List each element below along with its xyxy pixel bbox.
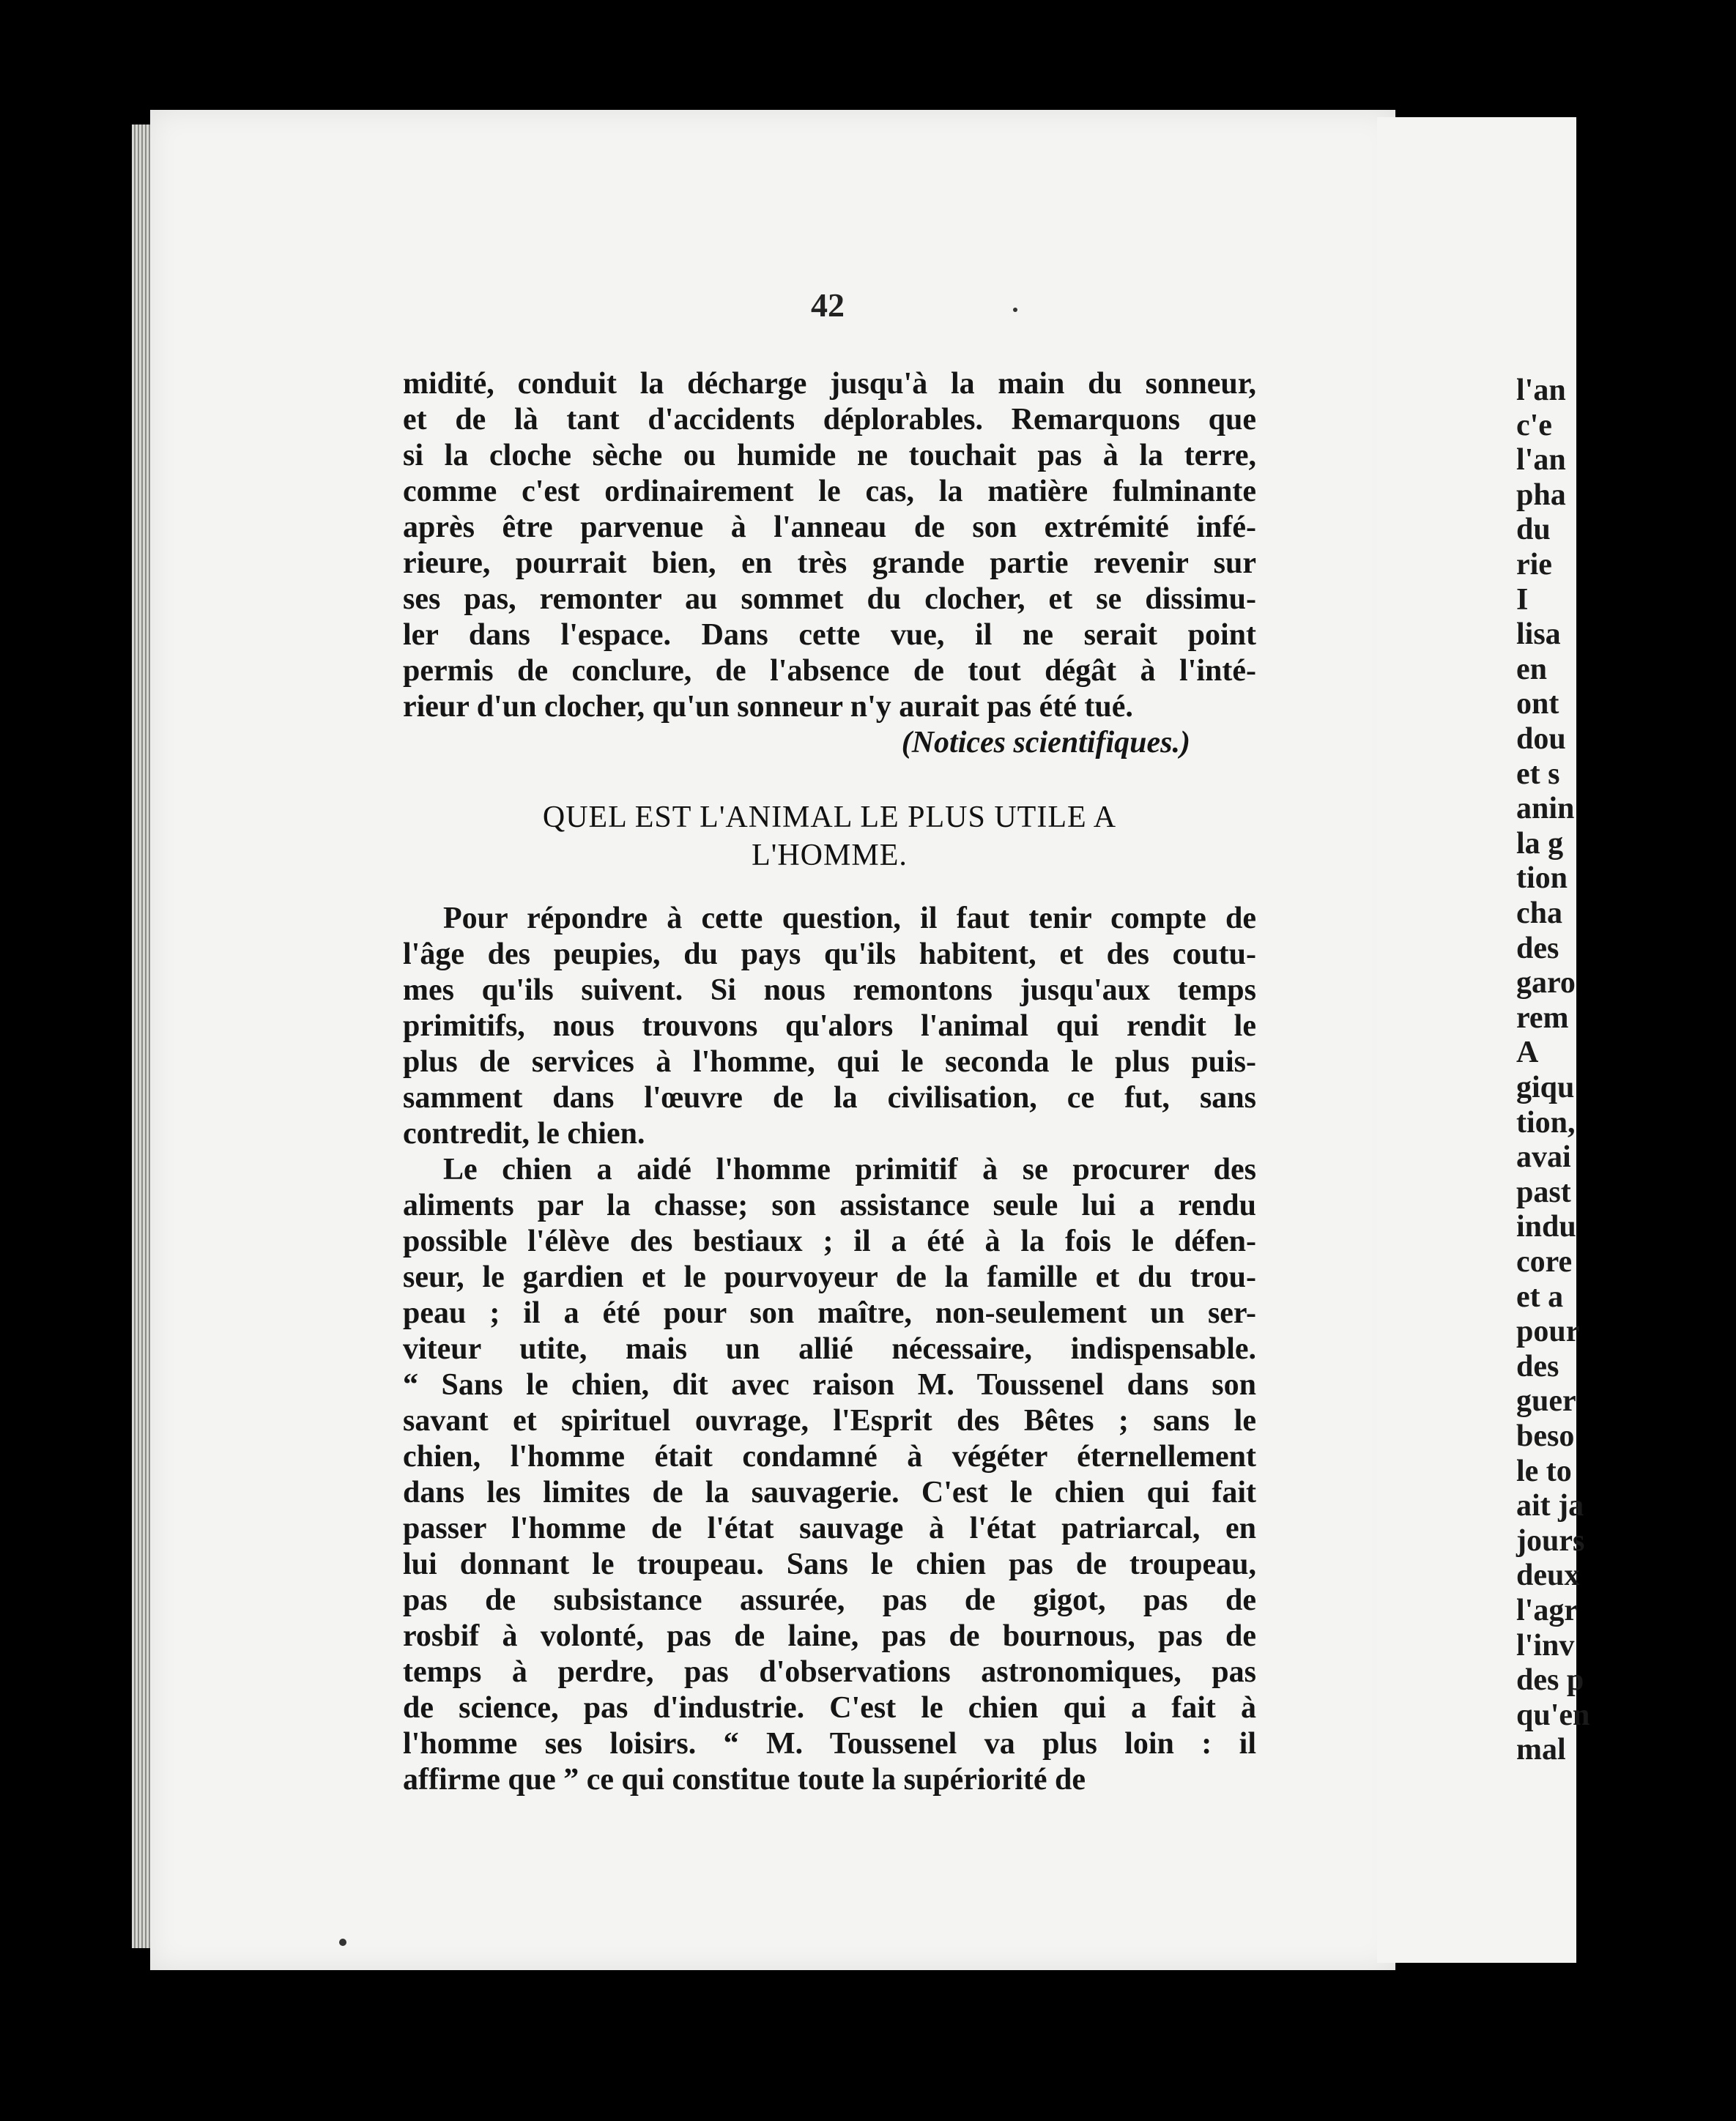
right-page-line: anin <box>1516 792 1575 826</box>
right-page-line: rie <box>1516 548 1552 582</box>
right-page-line: tion, <box>1516 1105 1576 1140</box>
text-line: plus de services à l'homme, qui le seconda le plus puis- <box>403 1045 1256 1079</box>
right-page-line: c'e <box>1516 408 1552 442</box>
text-line: et de là tant d'accidents déplorables. Remarquons que <box>403 403 1256 437</box>
right-page-line: et s <box>1516 757 1560 791</box>
right-page-line: ait ja <box>1516 1489 1584 1523</box>
text-line: permis de conclure, de l'absence de tout dégât à l'inté- <box>403 654 1256 688</box>
right-page-line: A <box>1516 1036 1539 1070</box>
text-line: mes qu'ils suivent. Si nous remontons jusqu'aux temps <box>403 973 1256 1007</box>
right-page-line: past <box>1516 1175 1571 1209</box>
text-line: rosbif à volonté, pas de laine, pas de bournous, pas de <box>403 1619 1256 1653</box>
right-page-line: deux <box>1516 1559 1580 1593</box>
text-line: midité, conduit la décharge jusqu'à la main du sonneur, <box>403 367 1256 401</box>
right-page-line: lisa <box>1516 617 1561 652</box>
paragraph-3 <box>403 1152 1256 1798</box>
text-line: ler dans l'espace. Dans cette vue, il ne serait point <box>403 618 1256 652</box>
text-line: savant et spirituel ouvrage, l'Esprit des Bêtes ; sans le <box>403 1404 1256 1438</box>
right-page-line: qu'en <box>1516 1698 1590 1732</box>
right-page-line: pour <box>1516 1315 1580 1349</box>
right-page-line: l'agr <box>1516 1594 1578 1627</box>
page-edge <box>132 125 151 1948</box>
right-page-line: jours <box>1516 1523 1585 1558</box>
text-line: de science, pas d'industrie. C'est le chien qui a fait à <box>403 1691 1256 1725</box>
text-line: “ Sans le chien, dit avec raison M. Toussenel dans son <box>403 1368 1256 1402</box>
right-page-line: en <box>1516 652 1547 686</box>
text-line: pas de subsistance assurée, pas de gigot, pas de <box>403 1583 1256 1617</box>
text-line: seur, le gardien et le pourvoyeur de la famille et du trou- <box>403 1260 1256 1294</box>
text-line: rieure, pourrait bien, en très grande partie revenir sur <box>403 546 1256 580</box>
page-text <box>403 366 1256 1798</box>
right-page-line: garo <box>1516 966 1576 1000</box>
text-line: possible l'élève des bestiaux ; il a été à la fois le défen- <box>403 1225 1256 1258</box>
text-line: peau ; il a été pour son maître, non-seulement un ser- <box>403 1296 1256 1330</box>
right-page-line: I <box>1516 582 1529 617</box>
text-line: samment dans l'œuvre de la civilisation, ce fut, sans <box>403 1081 1256 1115</box>
text-line: lui donnant le troupeau. Sans le chien pas de troupeau, <box>403 1548 1256 1581</box>
right-page-line: tion <box>1516 861 1568 896</box>
right-page-line: cha <box>1516 896 1562 930</box>
text-line: l'homme ses loisirs. “ M. Toussenel va plus loin : il <box>403 1727 1256 1761</box>
right-page-line: l'inv <box>1516 1628 1575 1663</box>
text-line: affirme que ” ce qui constitue toute la supériorité de <box>403 1763 1086 1797</box>
right-page-line: ont <box>1516 687 1559 721</box>
text-line: comme c'est ordinairement le cas, la matière fulminante <box>403 475 1256 508</box>
right-page-line: pha <box>1516 478 1566 512</box>
text-line: aliments par la chasse; son assistance seule lui a rendu <box>403 1189 1256 1222</box>
page-number: 42 <box>811 286 845 324</box>
text-line: temps à perdre, pas d'observations astronomiques, pas <box>403 1655 1256 1689</box>
section-heading <box>403 798 1256 874</box>
right-page-line: du <box>1516 513 1551 547</box>
right-page-line: indu <box>1516 1210 1576 1244</box>
right-page-line: l'an <box>1516 443 1566 478</box>
heading-line: QUEL EST L'ANIMAL LE PLUS UTILE A <box>542 801 1117 834</box>
ink-speck <box>339 1939 346 1946</box>
right-page-line: des <box>1516 931 1559 965</box>
source-citation: (Notices scientifiques.) <box>901 726 1190 759</box>
text-line: passer l'homme de l'état sauvage à l'état patriarcal, en <box>403 1512 1256 1545</box>
right-page-line: des p <box>1516 1663 1584 1698</box>
text-line: après être parvenue à l'anneau de son extrémité infé- <box>403 510 1256 544</box>
ink-speck <box>1013 308 1017 312</box>
text-line: dans les limites de la sauvagerie. C'est le chien qui fait <box>403 1476 1256 1509</box>
right-page-line: guer <box>1516 1384 1576 1419</box>
right-page-line: le to <box>1516 1454 1572 1488</box>
right-page-line: core <box>1516 1245 1573 1279</box>
text-line: primitifs, nous trouvons qu'alors l'animal qui rendit le <box>403 1009 1256 1043</box>
text-line: rieur d'un clocher, qu'un sonneur n'y aurait pas été tué. <box>403 690 1133 724</box>
right-page-line: la g <box>1516 826 1564 861</box>
right-page-line: giqu <box>1516 1071 1575 1104</box>
text-line: viteur utite, mais un allié nécessaire, indispensable. <box>403 1332 1256 1366</box>
text-line: si la cloche sèche ou humide ne touchait pas à la terre, <box>403 439 1256 472</box>
text-line: chien, l'homme était condamné à végéter éternellement <box>403 1440 1256 1474</box>
text-line: ses pas, remonter au sommet du clocher, et se dissimu- <box>403 582 1256 616</box>
right-page-line: rem <box>1516 1000 1569 1035</box>
text-line: Pour répondre à cette question, il faut tenir compte de <box>443 902 1256 935</box>
right-page-line: et a <box>1516 1279 1564 1314</box>
paragraph-1 <box>403 366 1256 725</box>
text-line: l'âge des peupies, du pays qu'ils habitent, et des coutu- <box>403 937 1256 971</box>
right-page-fragment <box>1377 117 1590 1963</box>
right-page-line: dou <box>1516 722 1566 756</box>
paragraph-2 <box>403 901 1256 1152</box>
right-page-line: des <box>1516 1349 1559 1383</box>
right-page-line: l'an <box>1516 374 1566 407</box>
right-page-line: mal <box>1516 1733 1566 1767</box>
text-line: contredit, le chien. <box>403 1117 645 1151</box>
right-page-line: beso <box>1516 1419 1575 1453</box>
text-line: Le chien a aidé l'homme primitif à se procurer des <box>443 1153 1256 1186</box>
right-page-line: avai <box>1516 1140 1571 1175</box>
heading-line: L'HOMME. <box>752 839 908 872</box>
